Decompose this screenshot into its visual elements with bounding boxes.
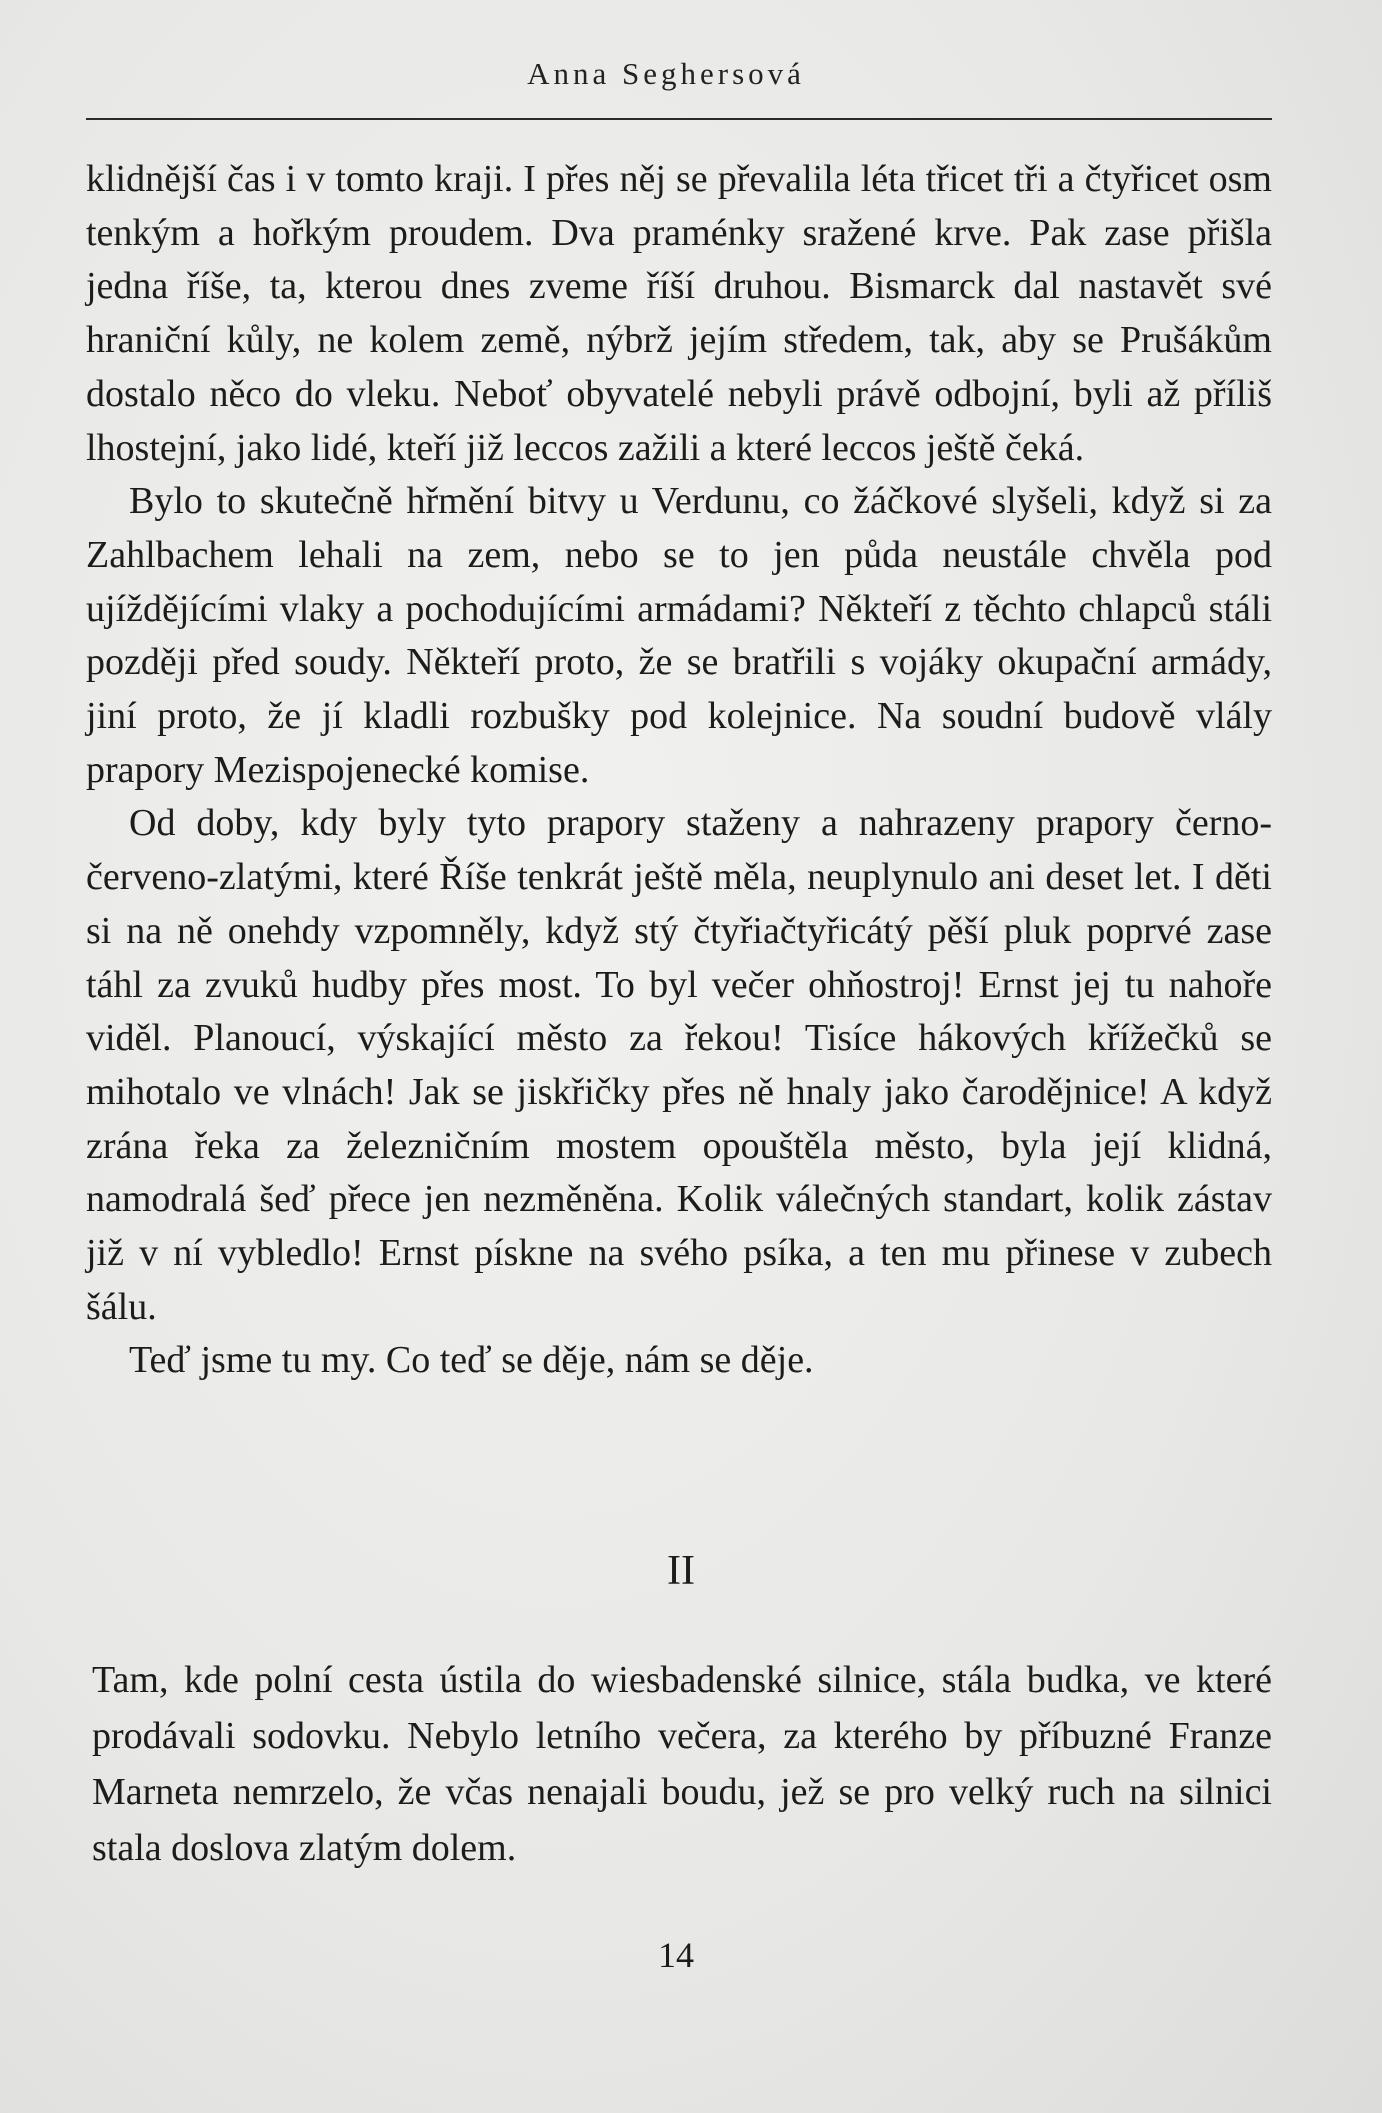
paragraph-1: klidnější čas i v tomto kraji. I přes něj se převalila léta třicet tři a čtyřicet osm tenkým a hořkým proudem. Dva praménky sražené krve. Pak zase přišla jedna říše, ta, kterou dnes zveme říší druhou. Bismarck dal nastavět své hraniční kůly, ne kolem země, nýbrž jejím středem, tak, aby se Prušákům dostalo něco do vleku. Neboť obyvatelé nebyli právě odbojní, byli až příliš lhostejní, jako lidé, kteří již leccos zažili a které leccos ještě čeká.	[86, 158, 1272, 469]
chapter-opening-paragraph: Tam, kde polní cesta ústila do wiesbadenské silnice, stála budka, ve které prodávali sodovku. Nebylo letního večera, za kterého by příbuzné Franze Marneta nemrzelo, že včas nenajali boudu, jež se pro velký ruch na silnici stala doslova zlatým dolem.	[92, 1659, 1272, 1869]
chapter-number: II	[667, 1548, 695, 1594]
running-head: Anna Seghersová	[527, 56, 805, 91]
header-rule	[86, 118, 1272, 120]
body-text-top	[86, 153, 1272, 1388]
paragraph-4: Teď jsme tu my. Co teď se děje, nám se děje.	[129, 1339, 814, 1382]
page-number: 14	[658, 1935, 694, 1975]
body-text-chapter	[92, 1652, 1272, 1876]
paragraph-2: Bylo to skutečně hřmění bitvy u Verdunu, co žáčkové slyšeli, když si za Zahlbachem lehali na zem, nebo se to jen půda neustále chvěla pod ujíždějícími vlaky a pochodujícími armádami? Někteří z těchto chlapců stáli později před soudy. Někteří proto, že se bratřili s vojáky okupační armády, jiní proto, že jí kladli rozbušky pod kolejnice. Na soudní budově vlály prapory Mezispojenecké komise.	[86, 480, 1272, 791]
paragraph-3: Od doby, kdy byly tyto prapory staženy a nahrazeny prapory černo-červeno-zlatými, které Říše tenkrát ještě měla, neuplynulo ani deset let. I děti si na ně onehdy vzpomněly, když stý čtyřiačtyřicátý pěší pluk poprvé zase táhl za zvuků hudby přes most. To byl večer ohňostroj! Ernst jej tu nahoře viděl. Planoucí, výskající město za řekou! Tisíce hákových křížečků se mihotalo ve vlnách! Jak se jiskřičky přes ně hnaly jako čarodějnice! A když zrána řeka za železničním mostem opouštěla město, byla její klidná, namodralá šeď přece jen nezměněna. Kolik válečných standart, kolik zástav již v ní vybledlo! Ernst pískne na svého psíka, a ten mu přinese v zubech šálu.	[86, 802, 1272, 1328]
